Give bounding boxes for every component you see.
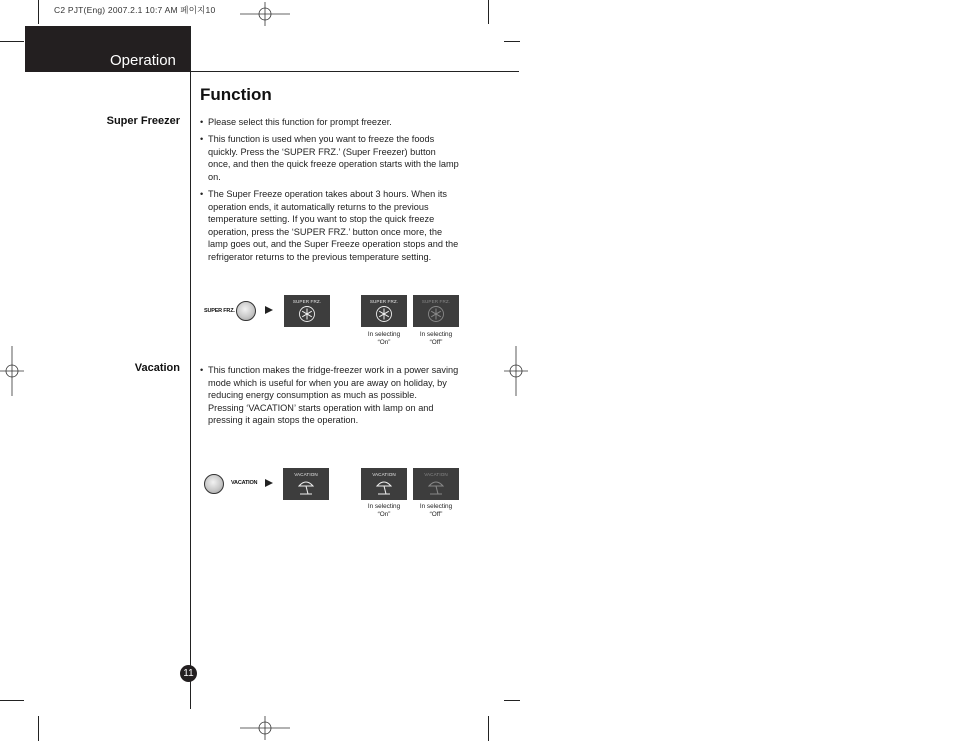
- bullet-item: [200, 364, 460, 427]
- bullet-text: The Super Freeze operation takes about 3 hours. When its operation ends, it automatically returns to the previous temperature setting. If you want to stop the quick freeze operation, press the ‘SUPER FRZ.’ button once more, the lamp goes out, and the Super Freeze operation stops and the refrigerator returns to the previous temperature setting.: [208, 189, 459, 262]
- bullet-dot: •: [200, 189, 204, 199]
- beach-umbrella-icon: [427, 478, 445, 496]
- crop-mark: [488, 716, 489, 741]
- registration-mark-icon: [240, 716, 290, 740]
- bullet-extra-text: Pressing ‘VACATION’ starts operation with lamp on and pressing it again stops the operation.: [208, 402, 434, 426]
- caption-on: [354, 331, 414, 347]
- bullet-dot: •: [200, 365, 204, 375]
- caption-line: In selecting: [419, 503, 453, 510]
- arrow-icon: [265, 306, 273, 314]
- caption-off: [406, 503, 466, 519]
- vacation-panel-off: [413, 468, 459, 500]
- crop-mark: [0, 41, 24, 42]
- print-header: C2 PJT(Eng) 2007.2.1 10:7 AM 페이지10: [54, 5, 216, 15]
- bullet-dot: •: [200, 134, 204, 144]
- caption-line: In selecting: [419, 331, 453, 338]
- vacation-button[interactable]: [204, 474, 224, 494]
- caption-on: [354, 503, 414, 519]
- panel-label: VACATION: [424, 472, 448, 477]
- page-title: Function: [200, 85, 272, 104]
- snowflake-icon: [298, 305, 316, 323]
- super-frz-button-label: SUPER FRZ.: [204, 308, 235, 314]
- bullet-item: [200, 133, 460, 183]
- bullet-item: [200, 188, 460, 264]
- bullet-text: This function makes the fridge-freezer work in a power saving mode which is useful for when you are away on holiday, by reducing energy consumption as much as possible.: [208, 365, 459, 401]
- panel-label: VACATION: [294, 472, 318, 477]
- arrow-icon: [265, 479, 273, 487]
- super-frz-button[interactable]: [236, 301, 256, 321]
- bullet-dot: •: [200, 117, 204, 127]
- vacation-panel-on: [361, 468, 407, 500]
- vacation-heading: Vacation: [134, 362, 180, 374]
- caption-line: “Off”: [429, 511, 443, 518]
- panel-label: SUPER FRZ.: [292, 299, 322, 304]
- caption-line: In selecting: [367, 331, 401, 338]
- registration-mark-icon: [240, 2, 290, 26]
- caption-line: “On”: [377, 511, 391, 518]
- super-frz-panel-off: [413, 295, 459, 327]
- panel-label: SUPER FRZ.: [369, 299, 399, 304]
- bullet-text: Please select this function for prompt freezer.: [208, 117, 392, 127]
- super-freezer-heading: Super Freezer: [106, 115, 180, 127]
- vacation-panel: [283, 468, 329, 500]
- crop-mark: [504, 41, 520, 42]
- beach-umbrella-icon: [375, 478, 393, 496]
- caption-line: “Off”: [429, 339, 443, 346]
- caption-off: [406, 331, 466, 347]
- caption-line: “On”: [377, 339, 391, 346]
- crop-mark: [488, 0, 489, 24]
- registration-mark-icon: [504, 346, 528, 396]
- crop-mark: [504, 700, 520, 701]
- panel-label: VACATION: [372, 472, 396, 477]
- super-frz-panel-on: [361, 295, 407, 327]
- vertical-rule: [190, 26, 191, 709]
- page-number: 11: [180, 665, 197, 682]
- snowflake-icon: [427, 305, 445, 323]
- section-label: Operation: [110, 52, 176, 69]
- crop-mark: [0, 700, 24, 701]
- crop-mark: [38, 0, 39, 24]
- super-frz-panel: [284, 295, 330, 327]
- horizontal-rule: [190, 71, 519, 72]
- beach-umbrella-icon: [297, 478, 315, 496]
- bullet-item: [200, 116, 460, 129]
- crop-mark: [38, 716, 39, 741]
- vacation-button-label: VACATION: [231, 480, 258, 486]
- caption-line: In selecting: [367, 503, 401, 510]
- panel-label: SUPER FRZ.: [421, 299, 451, 304]
- snowflake-icon: [375, 305, 393, 323]
- bullet-text: This function is used when you want to freeze the foods quickly. Press the ‘SUPER FRZ.’ (Super Freezer) button once, and then the quick freeze operation starts with the lamp on.: [208, 134, 459, 182]
- registration-mark-icon: [0, 346, 24, 396]
